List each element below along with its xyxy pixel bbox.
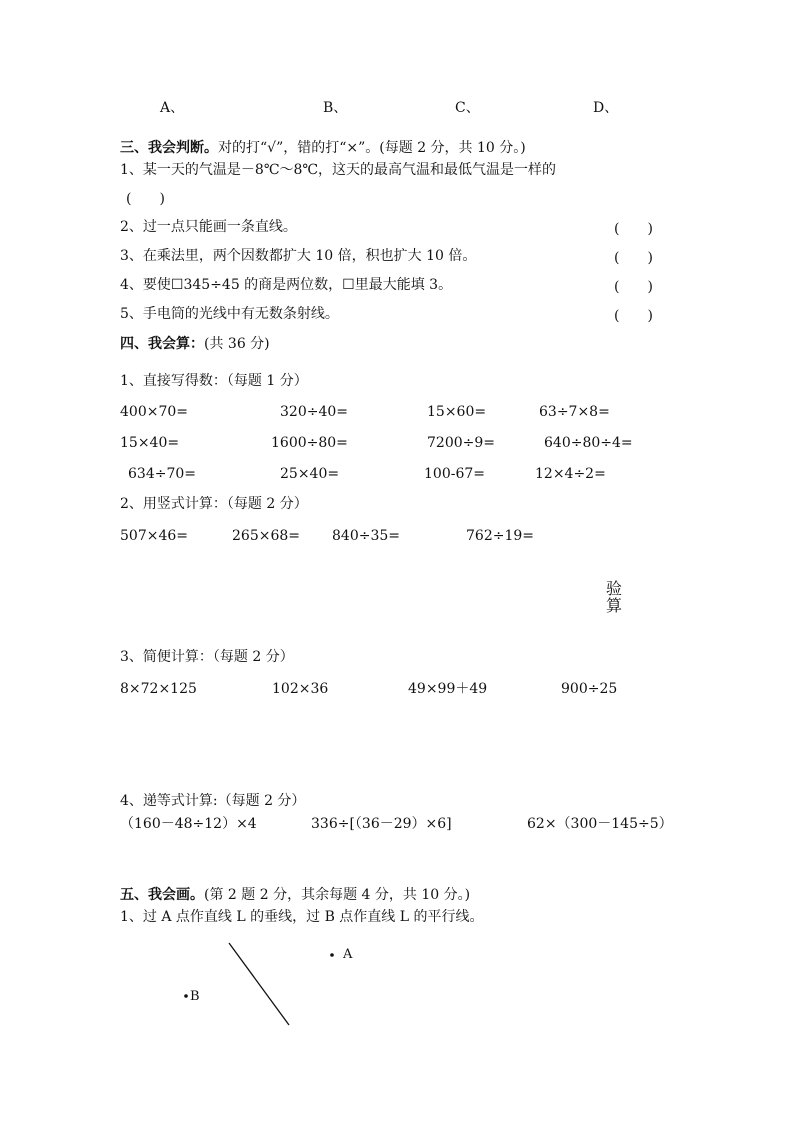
vertical-calc-item: 265×68= — [232, 528, 300, 544]
part2-title: 2、用竖式计算：（每题 2 分） — [120, 496, 308, 512]
judge-answer-4[interactable]: ( ) — [614, 279, 653, 295]
point-a-dot — [330, 953, 334, 957]
simplify-calc-item: 102×36 — [272, 681, 329, 697]
part1-title: 1、直接写得数：（每题 1 分） — [120, 373, 308, 389]
mental-math-item: 15×40= — [120, 435, 180, 451]
simplify-calc-item: 49×99＋49 — [408, 681, 488, 697]
stepwise-calc-item: （160－48÷12）×4 — [120, 816, 257, 832]
draw-item-1: 1、过 A 点作直线 L 的垂线，过 B 点作直线 L 的平行线。 — [120, 909, 484, 925]
option-d: D、 — [593, 100, 619, 116]
section5-instruction: (第 2 题 2 分，其余每题 4 分，共 10 分。) — [204, 887, 471, 903]
mental-math-item: 25×40= — [280, 466, 340, 482]
point-a-label: A — [343, 947, 353, 962]
part4-title: 4、递等式计算:（每题 2 分） — [120, 793, 306, 809]
option-a: A、 — [160, 100, 185, 116]
simplify-calc-item: 900÷25 — [561, 681, 618, 697]
option-c: C、 — [455, 100, 480, 116]
check-label-top: 验 — [606, 579, 623, 598]
judge-item-2: 2、过一点只能画一条直线。 — [120, 219, 297, 235]
stepwise-calc-item: 62×（300－145÷5） — [527, 816, 673, 832]
mental-math-item: 1600÷80= — [271, 435, 348, 451]
vertical-calc-item: 840÷35= — [332, 528, 400, 544]
judge-answer-2[interactable]: ( ) — [614, 221, 653, 237]
judge-item-5: 5、手电筒的光线中有无数条射线。 — [120, 306, 339, 322]
mental-math-item: 400×70= — [120, 404, 188, 420]
simplify-calc-item: 8×72×125 — [120, 681, 197, 697]
mental-math-item: 63÷7×8= — [539, 404, 610, 420]
part3-title: 3、简便计算：（每题 2 分） — [120, 649, 294, 665]
point-b-dot — [184, 994, 188, 998]
section4-title: 四、我会算： — [120, 336, 204, 352]
mental-math-item: 634÷70= — [128, 466, 196, 482]
judge-answer-3[interactable]: ( ) — [614, 250, 653, 266]
judge-item-3: 3、在乘法里，两个因数都扩大 10 倍，积也扩大 10 倍。 — [120, 248, 477, 264]
point-b-label: B — [190, 989, 200, 1004]
judge-item-1: 1、某一天的气温是－8℃～8℃，这天的最高气温和最低气温是一样的 — [120, 162, 557, 178]
mental-math-item: 7200÷9= — [427, 435, 495, 451]
mental-math-item: 640÷80÷4= — [544, 435, 633, 451]
option-b: B、 — [323, 100, 348, 116]
mental-math-item: 15×60= — [427, 404, 487, 420]
judge-item-4: 4、要使☐345÷45 的商是两位数，☐里最大能填 3。 — [120, 277, 453, 293]
vertical-calc-item: 507×46= — [120, 528, 188, 544]
judge-answer-5[interactable]: ( ) — [614, 308, 653, 324]
section3-instruction: 对的打“√”，错的打“×”。(每题 2 分，共 10 分。) — [218, 140, 526, 156]
section5-title: 五、我会画。 — [120, 887, 204, 903]
line-l — [229, 943, 289, 1025]
section3-title: 三、我会判断。 — [120, 140, 218, 156]
mental-math-item: 100-67= — [424, 466, 485, 482]
mental-math-item: 320÷40= — [280, 404, 348, 420]
stepwise-calc-item: 336÷[（36－29）×6] — [311, 816, 452, 832]
section4-subtitle: (共 36 分) — [204, 336, 270, 352]
mental-math-item: 12×4÷2= — [535, 466, 606, 482]
vertical-calc-item: 762÷19= — [466, 528, 534, 544]
judge-answer-1[interactable]: ( ) — [126, 191, 165, 207]
check-label-bottom: 算 — [606, 596, 623, 615]
